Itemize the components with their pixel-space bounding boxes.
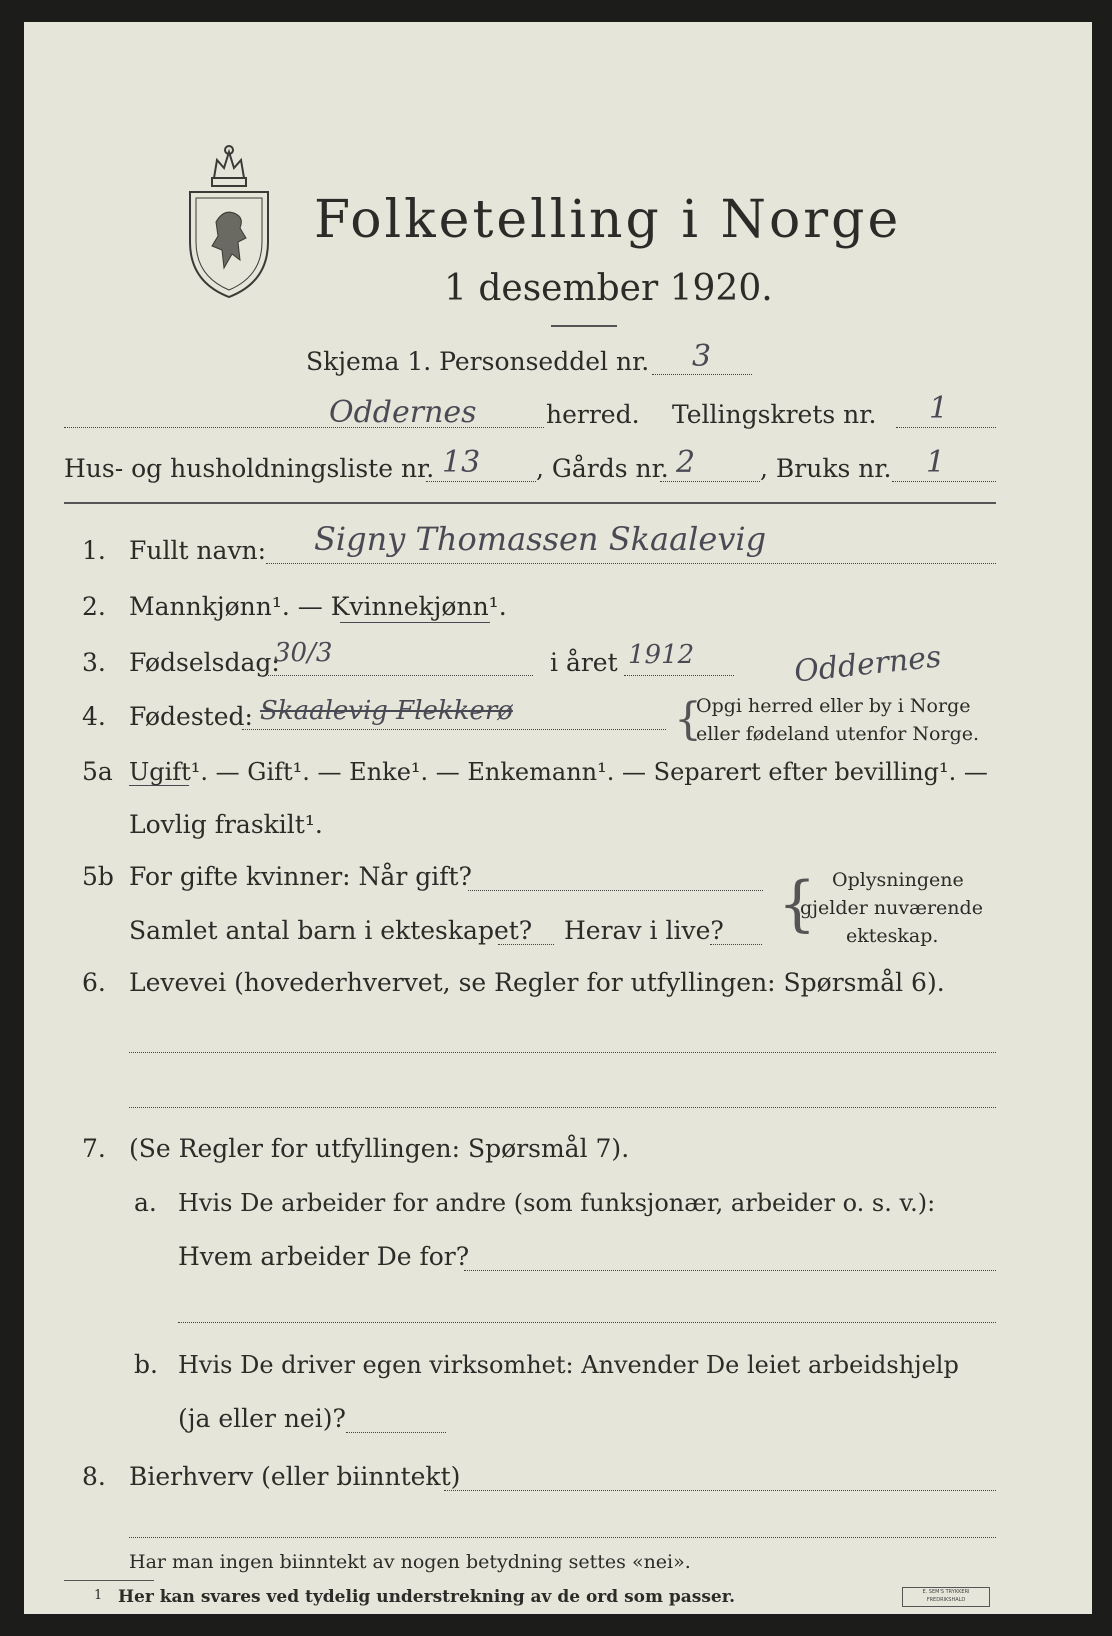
q8-text: Bierhverv (eller biinntekt) <box>129 1462 461 1491</box>
q2-number: 2. <box>82 592 106 621</box>
form-title: Folketelling i Norge <box>314 190 902 250</box>
husliste-line <box>426 481 536 482</box>
q4-note-line2: eller fødeland utenfor Norge. <box>696 723 980 745</box>
q3-day: 30/3 <box>274 638 333 668</box>
herred-label: herred. <box>546 400 640 429</box>
q3-year-label: i året <box>550 648 618 677</box>
q6-number: 6. <box>82 968 106 997</box>
q5b-brace: { <box>778 869 817 939</box>
q5a-number: 5a <box>82 757 113 786</box>
q1-label: Fullt navn: <box>129 536 267 565</box>
bruks-nr: 1 <box>926 445 946 480</box>
footer-note: Har man ingen biinntekt av nogen betydning settes «nei». <box>129 1551 691 1573</box>
personseddel-line <box>652 374 752 375</box>
footnote-text: Her kan svares ved tydelig understrekning av de ord som passer. <box>118 1587 736 1607</box>
bruks-line <box>892 481 996 482</box>
q1-number: 1. <box>82 536 106 565</box>
q5b-alive-line <box>710 944 762 945</box>
q4-birthplace-struck: Skaalevig Flekkerø <box>260 696 513 726</box>
tellingskrets-label: Tellingskrets nr. <box>672 400 877 429</box>
gards-nr: 2 <box>676 445 696 480</box>
q4-number: 4. <box>82 702 106 731</box>
q5b-line2: Samlet antal barn i ekteskapet? <box>129 916 533 945</box>
q3-day-line <box>268 675 533 676</box>
q5b-line1: For gifte kvinner: Når gift? <box>129 862 472 891</box>
husliste-nr: 13 <box>442 445 481 480</box>
q7a-answer-line1 <box>464 1270 996 1271</box>
husliste-label: Hus- og husholdningsliste nr. <box>64 454 435 483</box>
q2-text: Mannkjønn¹. — Kvinnekjønn¹. <box>129 592 507 621</box>
q3-year-line <box>624 675 734 676</box>
bruks-label: , Bruks nr. <box>760 454 892 483</box>
printer-stamp: E. SEM'S TRYKKERI FREDRIKSHALD <box>902 1587 990 1607</box>
footnote-mark: 1 <box>94 1588 103 1603</box>
q4-birthplace-correction: Oddernes <box>792 639 943 690</box>
q7b-number: b. <box>134 1350 158 1379</box>
q4-line <box>242 729 666 730</box>
tellingskrets-line <box>896 427 996 428</box>
q7a-line1: Hvis De arbeider for andre (som funksjonær, arbeider o. s. v.): <box>178 1189 936 1217</box>
q7a-answer-line2 <box>178 1322 996 1323</box>
q3-number: 3. <box>82 648 106 677</box>
q7a-number: a. <box>134 1188 157 1217</box>
q3-label: Fødselsdag: <box>129 648 280 677</box>
q5a-line2: Lovlig fraskilt¹. <box>129 810 323 839</box>
q1-full-name: Signy Thomassen Skaalevig <box>314 520 767 558</box>
q8-answer-line1 <box>444 1490 996 1491</box>
q7-text: (Se Regler for utfyllingen: Spørsmål 7). <box>129 1134 630 1163</box>
q5b-children-line <box>498 944 554 945</box>
q5b-herav: Herav i live? <box>564 916 724 945</box>
q8-answer-line2 <box>129 1537 996 1538</box>
q6-line2 <box>129 1107 996 1108</box>
q7-number: 7. <box>82 1134 106 1163</box>
q4-brace: { <box>674 694 702 745</box>
q2-underline <box>340 622 490 623</box>
q4-label: Fødested: <box>129 702 253 731</box>
q5a-line1: Ugift¹. — Gift¹. — Enke¹. — Enkemann¹. — Separert efter bevilling¹. — <box>129 758 988 786</box>
census-date: 1 desember 1920. <box>444 268 773 309</box>
personseddel-nr: 3 <box>692 339 712 374</box>
q5b-note-line1: Oplysningene <box>832 869 964 891</box>
q4-note-line1: Opgi herred eller by i Norge <box>696 695 971 717</box>
tellingskrets-nr: 1 <box>929 391 949 426</box>
q5b-note-line3: ekteskap. <box>846 925 939 947</box>
gards-label: , Gårds nr. <box>536 454 669 483</box>
q5b-note-line2: gjelder nuværende <box>800 897 983 919</box>
q5a-underline <box>129 785 189 786</box>
q5b-number: 5b <box>82 862 114 891</box>
gards-line <box>660 481 760 482</box>
title-divider <box>551 325 617 327</box>
q8-number: 8. <box>82 1462 106 1491</box>
q7b-line2: (ja eller nei)? <box>178 1404 346 1433</box>
footnote-rule <box>64 1580 154 1581</box>
norwegian-coat-of-arms-icon <box>184 142 274 302</box>
q7b-answer-line <box>346 1432 446 1433</box>
q1-line <box>266 563 996 564</box>
census-form <box>24 22 1092 1614</box>
q7b-line1: Hvis De driver egen virksomhet: Anvender De leiet arbeidshjelp <box>178 1351 959 1379</box>
q3-year: 1912 <box>628 640 695 670</box>
q6-text: Levevei (hovederhvervet, se Regler for utfyllingen: Spørsmål 6). <box>129 968 945 997</box>
header-rule <box>64 502 996 504</box>
herred-name: Oddernes <box>329 395 477 430</box>
skjema-label: Skjema 1. Personseddel nr. <box>306 347 650 376</box>
q5b-married-line <box>468 890 763 891</box>
q6-line1 <box>129 1052 996 1053</box>
q7a-line2: Hvem arbeider De for? <box>178 1242 470 1271</box>
